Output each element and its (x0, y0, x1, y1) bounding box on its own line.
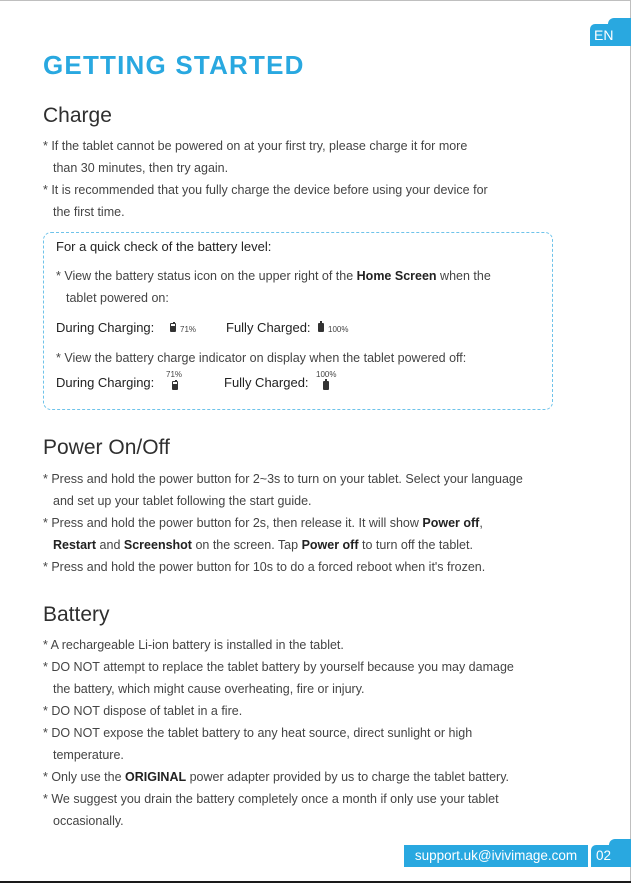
battery-percent-71: 71% (180, 325, 197, 334)
original-label: ORIGINAL (125, 770, 187, 784)
charge-line-2a: * It is recommended that you fully charge the device before using your device for (43, 183, 488, 197)
during-charging-label-off: During Charging: (56, 375, 155, 390)
page-edge-top (0, 0, 631, 1)
charge-line-2b: the first time. (53, 205, 125, 219)
battery-percent-71-off: 71% (166, 370, 183, 379)
battery-line-5 (43, 766, 573, 788)
power-heading: Power On/Off (43, 436, 170, 459)
power-text: and (96, 538, 124, 552)
battery-line-2a: * DO NOT attempt to replace the tablet battery by yourself because you may damage (43, 660, 514, 674)
restart-label: Restart (53, 538, 97, 552)
battery-line-6a: * We suggest you drain the battery completely once a month if only use your tablet (43, 792, 499, 806)
page-title: GETTING STARTED (43, 50, 305, 80)
battery-percent-100: 100% (328, 325, 349, 334)
fully-charged-label-off: Fully Charged: (224, 375, 309, 390)
during-charging-label: During Charging: (56, 320, 155, 335)
screenshot-label: Screenshot (123, 538, 192, 552)
battery-check-text: * View the battery status icon on the upper right of the (56, 269, 357, 283)
battery-text: * Only use the (43, 770, 125, 784)
battery-paragraph (43, 634, 573, 832)
power-off-label: Power off (422, 516, 480, 530)
power-off-label-2: Power off (301, 538, 359, 552)
battery-full-icon (318, 323, 324, 332)
battery-line-1: * A rechargeable Li-ion battery is installed in the tablet. (43, 638, 344, 652)
battery-percent-100-off: 100% (316, 370, 337, 379)
battery-check-title: For a quick check of the battery level: (56, 239, 272, 254)
battery-partial-icon (170, 323, 176, 332)
power-line-1a: * Press and hold the power button for 2~3s to turn on your tablet. Select your language (43, 472, 523, 486)
power-line-2b (43, 534, 603, 556)
battery-check-line-1b: tablet powered on: (66, 291, 169, 305)
power-line-1b: and set up your tablet following the start guide. (53, 494, 312, 508)
power-text: on the screen. Tap (191, 538, 302, 552)
battery-line-4b: temperature. (53, 748, 124, 762)
charge-line-1b: than 30 minutes, then try again. (53, 161, 229, 175)
language-tab: EN (590, 24, 631, 46)
power-paragraph (43, 468, 603, 578)
charge-line-1a: * If the tablet cannot be powered on at your first try, please charge it for more (43, 139, 468, 153)
battery-check-line-2: * View the battery charge indicator on display when the tablet powered off: (56, 351, 467, 365)
power-text: to turn off the tablet. (358, 538, 473, 552)
battery-partial-icon-off (172, 381, 178, 390)
battery-heading: Battery (43, 603, 110, 626)
home-screen-label: Home Screen (356, 269, 437, 283)
fully-charged-label: Fully Charged: (226, 320, 311, 335)
power-text: * Press and hold the power button for 2s, then release it. It will show (43, 516, 423, 530)
battery-text: power adapter provided by us to charge the tablet battery. (186, 770, 509, 784)
battery-line-3: * DO NOT dispose of tablet in a fire. (43, 704, 243, 718)
battery-check-text: when the (436, 269, 491, 283)
power-line-3: * Press and hold the power button for 10s to do a forced reboot when it's frozen. (43, 560, 486, 574)
battery-check-line-1a (56, 265, 546, 287)
battery-line-2b: the battery, which might cause overheating, fire or injury. (53, 682, 365, 696)
support-email: support.uk@ivivimage.com (404, 845, 588, 867)
power-line-2a (43, 512, 603, 534)
charge-heading: Charge (43, 104, 112, 127)
battery-full-icon-off (323, 381, 329, 390)
battery-line-6b: occasionally. (53, 814, 124, 828)
charge-paragraph (43, 135, 573, 223)
power-text: , (479, 516, 483, 530)
page-number: 02 (591, 845, 631, 867)
battery-line-4a: * DO NOT expose the tablet battery to any heat source, direct sunlight or high (43, 726, 473, 740)
